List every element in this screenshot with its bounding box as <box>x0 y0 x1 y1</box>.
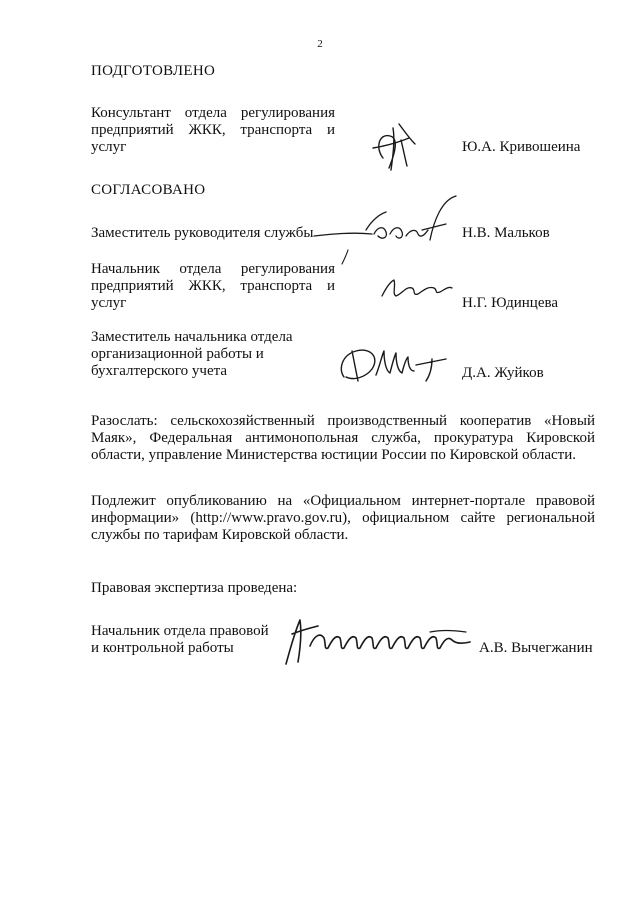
position-line: Начальник отдела правовой <box>91 623 269 639</box>
signer-name: Н.Г. Юдинцева <box>462 295 559 311</box>
position-line: Консультант отдела регулирования <box>91 105 335 121</box>
page-number: 2 <box>317 38 323 50</box>
publication-paragraph <box>91 493 595 544</box>
paragraph-line: Подлежит опубликованию на «Официальном интернет-портале правовой <box>91 493 595 509</box>
position-line: предприятий ЖКК, транспорта и <box>91 122 335 138</box>
paragraph-line: области, управление Министерства юстиции России по Кировской области. <box>91 447 577 463</box>
paragraph-line: Маяк», Федеральная антимонопольная служба, прокуратура Кировской <box>91 430 595 446</box>
legal-review-statement: Правовая экспертиза проведена: <box>91 580 298 596</box>
signature-yudintseva <box>378 274 458 304</box>
signer-name: Н.В. Мальков <box>462 225 550 241</box>
position-line: услуг <box>91 295 127 311</box>
signer-position <box>91 261 335 312</box>
signature-zhuikov <box>336 343 456 388</box>
paragraph-line: службы по тарифам Кировской области. <box>91 527 349 543</box>
position-line: предприятий ЖКК, транспорта и <box>91 278 335 294</box>
position-line: Заместитель руководителя службы <box>91 225 314 241</box>
paragraph-line: информации» (http://www.pravo.gov.ru), официальном сайте региональной <box>91 510 595 526</box>
signer-position <box>91 329 331 380</box>
signer-name: Д.А. Жуйков <box>462 365 544 381</box>
signature-malkov <box>312 190 462 270</box>
agreed-heading: СОГЛАСОВАНО <box>91 182 206 198</box>
prepared-position <box>91 105 335 156</box>
signer-position <box>91 225 331 242</box>
signer-name: А.В. Вычегжанин <box>479 640 593 656</box>
signature-krivosheina <box>365 118 435 178</box>
paragraph-line: Разослать: сельскохозяйственный производственный кооператив «Новый <box>91 413 595 429</box>
position-line: Начальник отдела регулирования <box>91 261 335 277</box>
position-line: Заместитель начальника отдела <box>91 329 293 345</box>
position-line: организационной работы и <box>91 346 264 362</box>
signature-vychegzhanin <box>280 610 485 670</box>
prepared-heading: ПОДГОТОВЛЕНО <box>91 63 216 79</box>
position-line: бухгалтерского учета <box>91 363 228 379</box>
position-line: услуг <box>91 139 127 155</box>
distribution-paragraph <box>91 413 595 464</box>
signer-name: Ю.А. Кривошеина <box>462 139 581 155</box>
position-line: и контрольной работы <box>91 640 234 656</box>
